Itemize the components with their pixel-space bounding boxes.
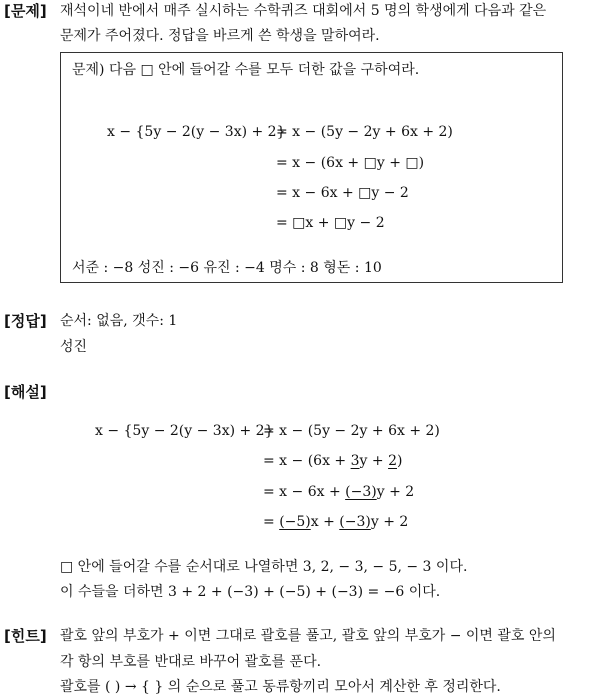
sol-eq2-part: = x − (6x + <box>263 453 351 469</box>
sol-eq2-blank1: 3 <box>350 453 360 469</box>
sol-eq2-blank2: 2 <box>388 453 397 469</box>
sol-eq3 <box>263 484 414 500</box>
sol-eq4-part: x + <box>310 514 340 530</box>
hint-label: [힌트] <box>4 627 47 645</box>
solution-label: [해설] <box>4 383 47 401</box>
sol-eq4-part: = <box>263 514 280 530</box>
box-eq1-rhs: = x − (5y − 2y + 6x + 2) <box>276 124 453 140</box>
sol-eq3-part: y + 2 <box>376 484 415 500</box>
sol-eq2-part: ) <box>397 453 403 469</box>
hint-line1: 괄호 앞의 부호가 + 이면 그대로 괄호를 풀고, 괄호 앞의 부호가 − 이면 괄호 안의 <box>60 628 556 644</box>
answer-line2: 성진 <box>60 339 88 355</box>
problem-text-line2: 문제가 주어졌다. 정답을 바르게 쓴 학생을 말하여라. <box>60 28 380 44</box>
sol-eq1-rhs: = x − (5y − 2y + 6x + 2) <box>263 423 440 439</box>
answer-line1: 순서: 없음, 갯수: 1 <box>60 313 178 329</box>
sol-eq4-part: y + 2 <box>370 514 409 530</box>
sol-eq3-blank1: (−3) <box>345 484 377 500</box>
box-students: 서준 : −8 성진 : −6 유진 : −4 명수 : 8 형돈 : 10 <box>72 260 382 276</box>
hint-line2: 각 항의 부호를 반대로 바꾸어 괄호를 푼다. <box>60 654 322 670</box>
problem-text-line1: 재석이네 반에서 매주 실시하는 수학퀴즈 대회에서 5 명의 학생에게 다음과 같은 <box>60 3 547 19</box>
box-eq2: = x − (6x + □y + □) <box>276 155 425 171</box>
box-question: 문제) 다음 □ 안에 들어갈 수를 모두 더한 값을 구하여라. <box>72 62 420 78</box>
sol-eq2 <box>263 453 402 469</box>
sol-eq4 <box>263 514 408 530</box>
sol-eq2-part: y + <box>359 453 389 469</box>
box-eq1-lhs: x − {5y − 2(y − 3x) + 2} <box>107 124 286 140</box>
solution-text1: □ 안에 들어갈 수를 순서대로 나열하면 3, 2, − 3, − 5, − 3 이다. <box>60 559 468 575</box>
sol-eq4-blank2: (−3) <box>339 514 371 530</box>
solution-text2: 이 수들을 더하면 3 + 2 + (−3) + (−5) + (−3) = −6 이다. <box>60 584 441 600</box>
box-eq4: = □x + □y − 2 <box>276 215 385 231</box>
sol-eq1-lhs: x − {5y − 2(y − 3x) + 2} <box>95 423 274 439</box>
hint-line3: 괄호를 ( ) → { } 의 순으로 풀고 동류항끼리 모아서 계산한 후 정리한다. <box>60 679 501 695</box>
sol-eq4-blank1: (−5) <box>279 514 311 530</box>
answer-label: [정답] <box>4 312 47 330</box>
box-eq3: = x − 6x + □y − 2 <box>276 185 409 201</box>
problem-label: [문제] <box>4 2 47 20</box>
sol-eq3-part: = x − 6x + <box>263 484 346 500</box>
